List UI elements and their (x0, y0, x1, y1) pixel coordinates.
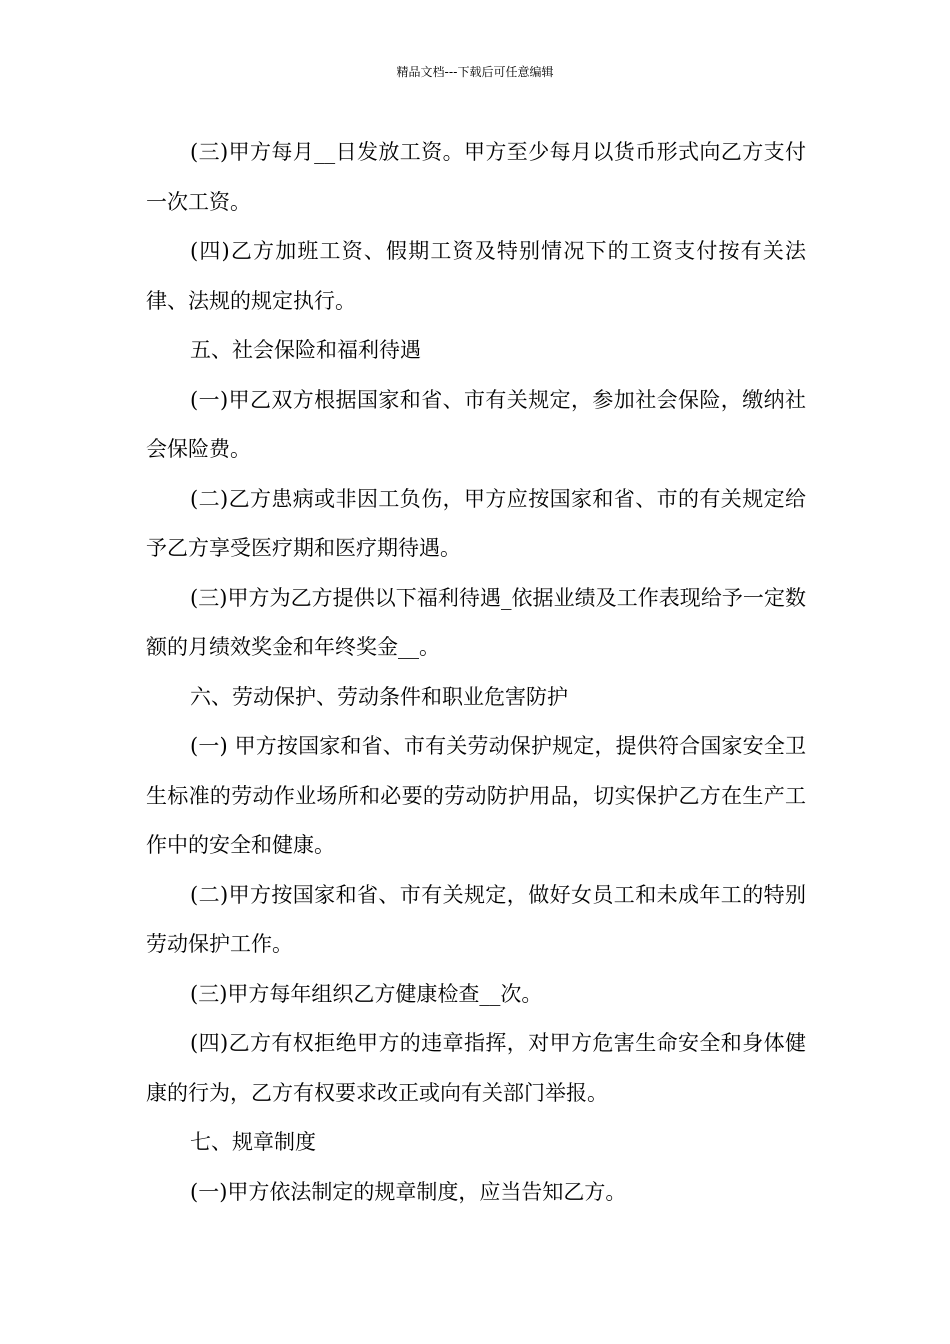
document-body (146, 128, 806, 1217)
section-heading-labor-protection: 六、劳动保护、劳动条件和职业危害防护 (190, 684, 568, 709)
page-header: 精品文档---下载后可任意编辑 (396, 65, 554, 79)
paragraph-health-check: (三)甲方每年组织乙方健康检查__次。 (190, 981, 543, 1006)
section-heading-social-insurance: 五、社会保险和福利待遇 (190, 338, 421, 362)
paragraph-safety-conditions: (一) 甲方按国家和省、市有关劳动保护规定，提供符合国家安全卫生标准的劳动作业场所和必要的劳动防护用品，切实保护乙方在生产工作中的安全和健康。 (146, 734, 806, 857)
paragraph-overtime-wage: (四)乙方加班工资、假期工资及特别情况下的工资支付按有关法律、法规的规定执行。 (146, 239, 806, 313)
paragraph-welfare-benefits: (三)甲方为乙方提供以下福利待遇_依据业绩及工作表现给予一定数额的月绩效奖金和年终奖金__。 (146, 585, 806, 659)
paragraph-special-protection: (二)甲方按国家和省、市有关规定，做好女员工和未成年工的特别劳动保护工作。 (146, 882, 806, 956)
paragraph-refuse-violations: (四)乙方有权拒绝甲方的违章指挥，对甲方危害生命安全和身体健康的行为，乙方有权要求改正或向有关部门举报。 (146, 1031, 806, 1105)
paragraph-rules-notice: (一)甲方依法制定的规章制度，应当告知乙方。 (190, 1179, 627, 1204)
paragraph-wage-payment-date: (三)甲方每月__日发放工资。甲方至少每月以货币形式向乙方支付一次工资。 (146, 140, 806, 214)
section-heading-rules: 七、规章制度 (190, 1130, 316, 1154)
paragraph-social-insurance: (一)甲乙双方根据国家和省、市有关规定，参加社会保险，缴纳社会保险费。 (146, 387, 806, 461)
paragraph-medical-leave: (二)乙方患病或非因工负伤，甲方应按国家和省、市的有关规定给予乙方享受医疗期和医疗期待遇。 (146, 486, 806, 560)
